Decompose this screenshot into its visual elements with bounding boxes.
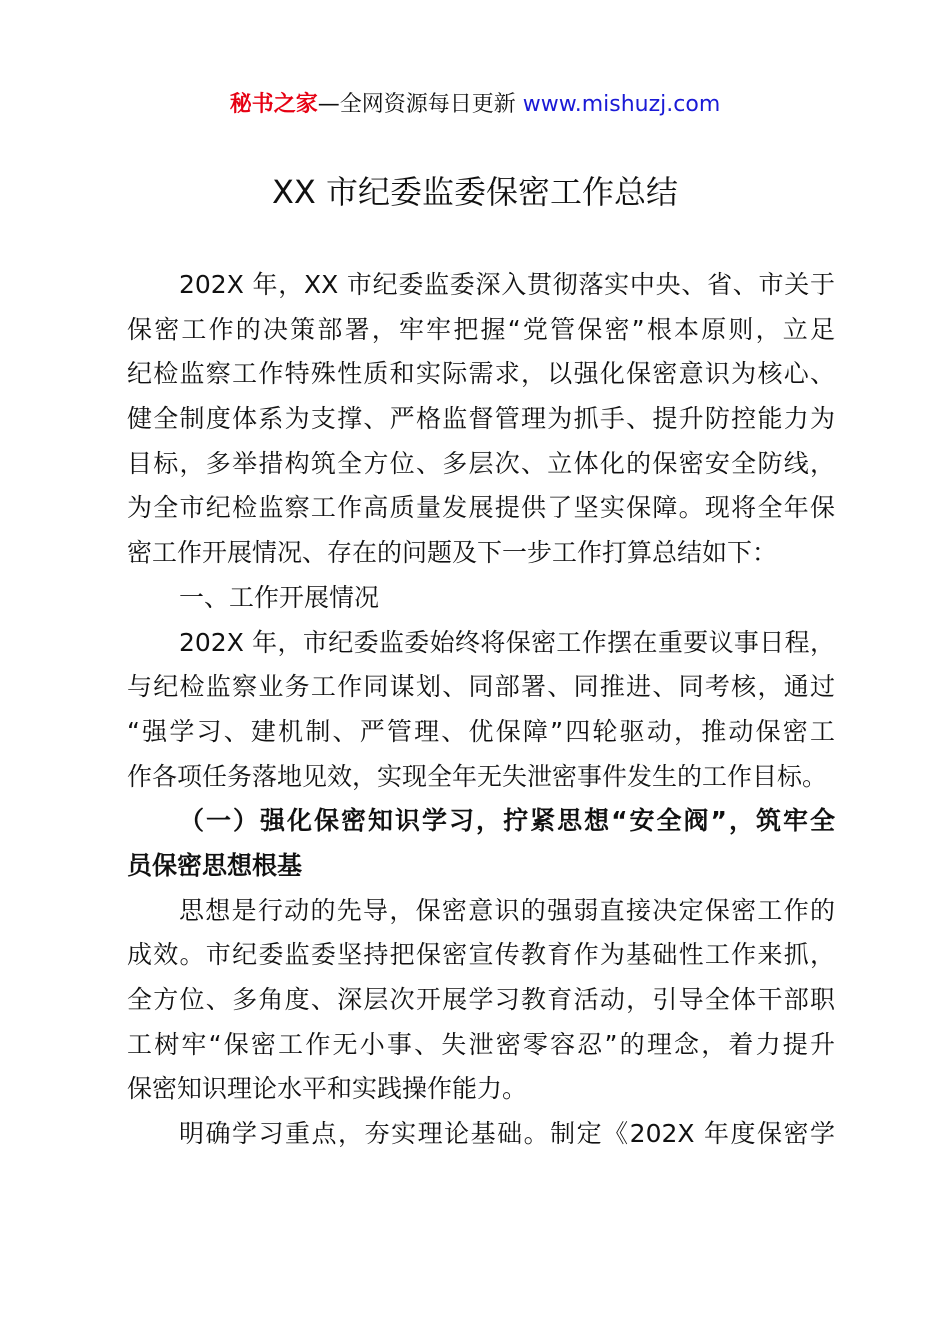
site-url-link[interactable]: www.mishuzj.com <box>522 92 721 117</box>
document-title: XX 市纪委监委保密工作总结 <box>271 173 679 211</box>
body-line: 密工作开展情况、存在的问题及下一步工作打算总结如下： <box>127 538 778 568</box>
body-line: 健全制度体系为支撑、严格监督管理为抓手、提升防控能力为 <box>127 404 835 434</box>
body-line: 202X 年，XX 市纪委监委深入贯彻落实中央、省、市关于 <box>179 270 835 299</box>
body-line: 明确学习重点，夯实理论基础。制定《202X 年度保密学 <box>179 1119 835 1149</box>
body-line: 与纪检监察业务工作同谋划、同部署、同推进、同考核，通过 <box>127 672 835 702</box>
subsection-heading-cont: 员保密思想根基 <box>127 850 303 880</box>
subsection-heading: （一）强化保密知识学习，拧紧思想“安全阀”，筑牢全 <box>179 806 835 836</box>
body-line: “强学习、建机制、严管理、优保障”四轮驱动，推动保密工 <box>127 716 835 746</box>
body-line: 纪检监察工作特殊性质和实际需求，以强化保密意识为核心、 <box>127 359 835 389</box>
body-line: 全方位、多角度、深层次开展学习教育活动，引导全体干部职 <box>127 985 835 1014</box>
document-body <box>127 263 835 1157</box>
body-line: 工树牢“保密工作无小事、失泄密零容忍”的理念，着力提升 <box>127 1029 835 1059</box>
section-heading: 一、工作开展情况 <box>179 582 380 612</box>
body-line: 思想是行动的先导，保密意识的强弱直接决定保密工作的 <box>179 895 835 925</box>
body-line: 202X 年，市纪委监委始终将保密工作摆在重要议事日程， <box>179 627 835 657</box>
body-line: 成效。市纪委监委坚持把保密宣传教育作为基础性工作来抓， <box>127 940 835 970</box>
body-line: 目标，多举措构筑全方位、多层次、立体化的保密安全防线， <box>127 448 835 478</box>
brand-name: 秘书之家 <box>229 92 318 117</box>
body-line: 保密工作的决策部署，牢牢把握“党管保密”根本原则，立足 <box>127 314 835 344</box>
site-header <box>0 88 950 122</box>
header-tagline: —全网资源每日更新 <box>317 92 516 117</box>
body-line: 作各项任务落地见效，实现全年无失泄密事件发生的工作目标。 <box>127 761 828 791</box>
body-line: 为全市纪检监察工作高质量发展提供了坚实保障。现将全年保 <box>127 493 835 523</box>
body-line: 保密知识理论水平和实践操作能力。 <box>127 1074 528 1104</box>
